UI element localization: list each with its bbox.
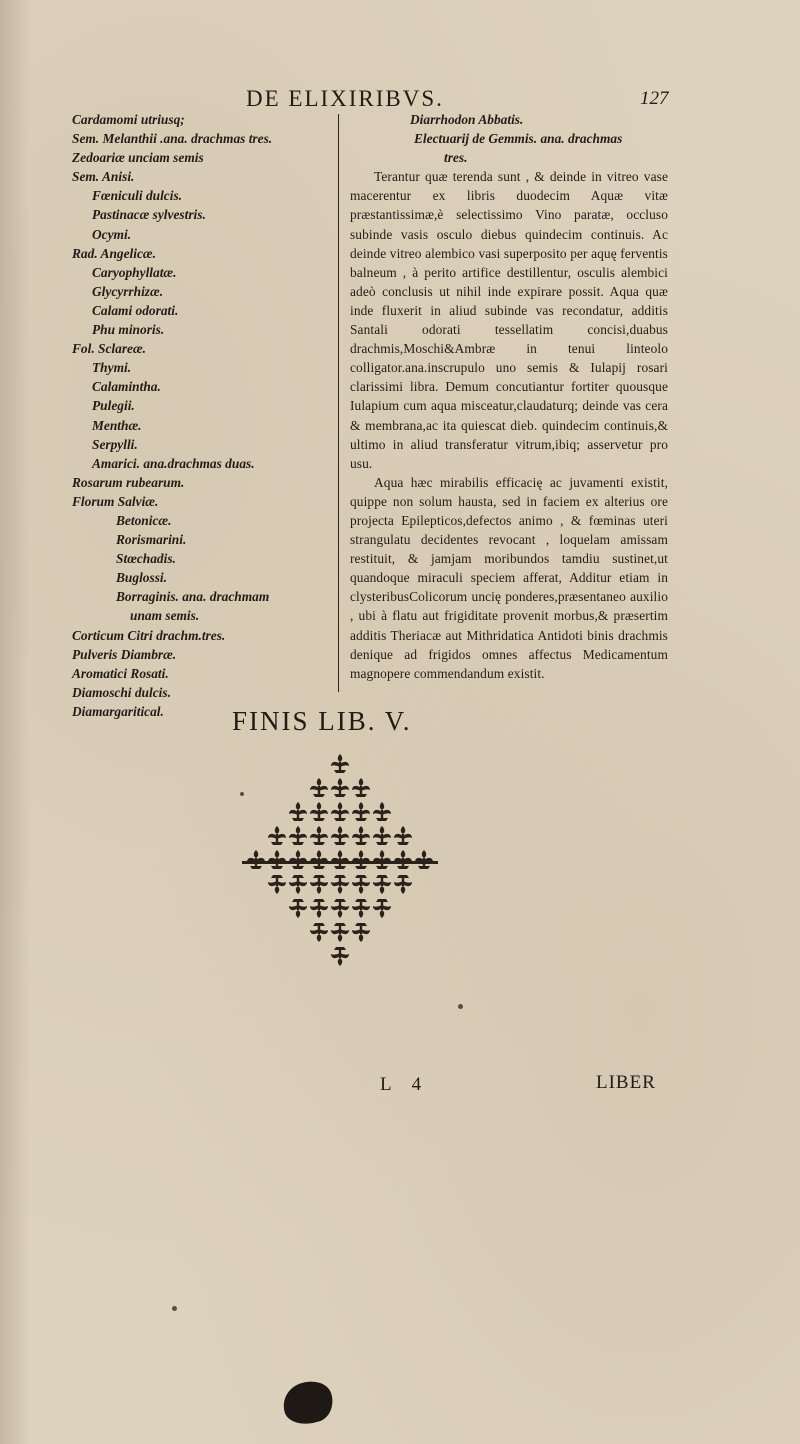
ingredient-line: Fol. Sclareæ. (72, 341, 147, 357)
fleuron-icon (289, 899, 307, 918)
fleuron-icon (310, 899, 328, 918)
fleuron-icon (352, 826, 370, 845)
ingredient-line: Thymi. (92, 360, 132, 376)
fleuron-icon (352, 802, 370, 821)
ingredient-line: Caryophyllatæ. (92, 264, 177, 280)
ink-speck (240, 792, 244, 796)
right-column (350, 110, 668, 683)
ingredient-line: Cardamomi utriusq; (72, 112, 185, 127)
ingredient-line: Betonicæ. (116, 512, 172, 528)
fleuron-icon (268, 875, 286, 894)
ingredient-line: Florum Salviæ. (72, 493, 159, 509)
column-rule (338, 114, 339, 692)
fleuron-icon (310, 802, 328, 821)
fleuron-icon (352, 778, 370, 797)
fleuron-icon (373, 826, 391, 845)
fleuron-icon (373, 850, 391, 869)
ingredient-line: Zedoariæ unciam semis (72, 150, 204, 166)
ingredient-line: Rad. Angelicæ. (72, 245, 156, 261)
ingredient-line: Serpylli. (92, 436, 138, 452)
fleuron-icon (331, 754, 349, 773)
ingredient-line: Glycyrrhizæ. (92, 283, 164, 299)
fleuron-icon (268, 850, 286, 869)
fleuron-icon (310, 850, 328, 869)
ingredient-line: Pastinacæ sylvestris. (92, 207, 206, 223)
fleuron-icon (289, 802, 307, 821)
fleuron-icon (373, 899, 391, 918)
fleuron-icon (289, 850, 307, 869)
ingredient-line: Diamargaritical. (72, 703, 164, 719)
fleuron-icon (331, 875, 349, 894)
ingredient-line: unam semis. (130, 608, 200, 624)
ink-speck (458, 1004, 463, 1009)
ingredient-line: Borraginis. ana. drachmam (116, 589, 270, 605)
ingredient-line: Amarici. ana.drachmas duas. (92, 455, 255, 471)
fleuron-icon (331, 947, 349, 966)
catchword: LIBER (596, 1072, 656, 1093)
ingredient-line: Buglossi. (116, 570, 167, 586)
ingredient-list (72, 110, 334, 721)
fleuron-icon (289, 826, 307, 845)
ingredient-line: Fœniculi dulcis. (92, 188, 183, 204)
heading-line: tres. (444, 150, 468, 166)
ingredient-line: Phu minoris. (92, 322, 165, 338)
fleuron-icon (415, 850, 433, 869)
signature-mark: L 4 (380, 1074, 430, 1095)
fleuron-icon (394, 826, 412, 845)
fleuron-icon (352, 850, 370, 869)
heading-line: Electuarij de Gemmis. ana. drachmas (414, 131, 623, 147)
fleuron-icon (331, 802, 349, 821)
ingredient-line: Corticum Citri drachm.tres. (72, 627, 226, 643)
ink-blot (278, 1375, 339, 1430)
fleuron-icon (310, 875, 328, 894)
fleuron-icon (394, 875, 412, 894)
fleuron-icon (268, 826, 286, 845)
ingredient-line: Menthæ. (92, 417, 142, 433)
ingredient-line: Ocymi. (92, 226, 132, 242)
fleuron-icon (331, 778, 349, 797)
paragraph: Aqua hæc mirabilis efficacię ac juvamenti existit, quippe non solum hausta, sed in faciem ex alterius ore projecta Epilepticos,defectos animo , & fœminas uteri strangulatu decidentes revocant , loquelam amissam restituit, & jamjam moribundos tamdiu sustinet,ut quandoque miraculi speciem afferat, Additur etiam in clysteribusColicorum uncię ponderes,præsentaneo auxilio , ubi à flatu aut frigiditate provenit morbus,& præsertim additis Theriacæ aut Mithridatica Antidoti binis drachmis denique ad frigidos omnes affectus Medicamentum magnopere commendandum existit. (350, 474, 668, 681)
fleuron-icon (310, 923, 328, 942)
finis-heading: FINIS LIB. V. (232, 706, 412, 736)
ornament-band (242, 861, 438, 864)
fleuron-icon (310, 778, 328, 797)
ingredient-line: Pulegii. (92, 398, 135, 414)
fleuron-icon (373, 875, 391, 894)
ingredient-line: Diamoschi dulcis. (72, 684, 171, 700)
paragraph: Terantur quæ terenda sunt , & deinde in vitreo vase macerentur ex libris duodecim Aquæ vitæ præstantissimæ,è selectissimo Vino paratæ, occluso subinde vasis osculo diebus quindecim continuis. Ac deinde vitreo alembico vasi superposito per aquę ferventis balneum , à perito artifice destillentur, osculis alembici adeò conclusis ut nihil inde expirare possit. Aqua quæ inde fluxerit in aliud subinde vas recondatur, additis Santali odorati tessellatim concisi,duabus drachmis,Moschi&Ambræ in tenui linteolo colligator.ana.inscrupulo uno semis & Iulapij rosari clarissimi libra. Demum concutiantur fortiter quousque Iulapium cum aqua misceatur,claudaturq; deinde vas cera & membrana,ac ita quiescat dieb. quindecim continuis,& ultimo in aliud transferatur vitrum,ibiq; asservetur pro usu. (350, 169, 668, 471)
ingredient-line: Aromatici Rosati. (72, 665, 169, 681)
fleuron-icon (352, 875, 370, 894)
heading-line: Diarrhodon Abbatis. (410, 112, 524, 127)
ingredient-line: Rorismarini. (116, 532, 187, 548)
fleuron-icon (352, 899, 370, 918)
ink-speck (172, 1306, 177, 1311)
fleuron-icon (352, 923, 370, 942)
ingredient-line: Rosarum rubearum. (72, 474, 185, 490)
fleuron-icon (331, 850, 349, 869)
ingredient-line: Sem. Melanthii .ana. drachmas tres. (72, 131, 273, 147)
fleuron-icon (331, 826, 349, 845)
running-head: DE ELIXIRIBVS. (246, 86, 444, 111)
ingredient-line: Calami odorati. (92, 302, 179, 318)
ingredient-line: Stœchadis. (116, 551, 176, 567)
ingredient-line: Sem. Anisi. (72, 169, 135, 185)
fleuron-icon (310, 826, 328, 845)
fleuron-icon (331, 923, 349, 942)
ingredient-line: Pulveris Diambræ. (72, 646, 177, 662)
ingredient-line: Calamintha. (92, 379, 161, 395)
fleuron-icon (289, 875, 307, 894)
fleuron-icon (247, 850, 265, 869)
fleuron-icon (373, 802, 391, 821)
page-number: 127 (640, 88, 669, 109)
fleuron-icon (394, 850, 412, 869)
fleuron-icon (331, 899, 349, 918)
fleuron-ornament (232, 748, 448, 988)
